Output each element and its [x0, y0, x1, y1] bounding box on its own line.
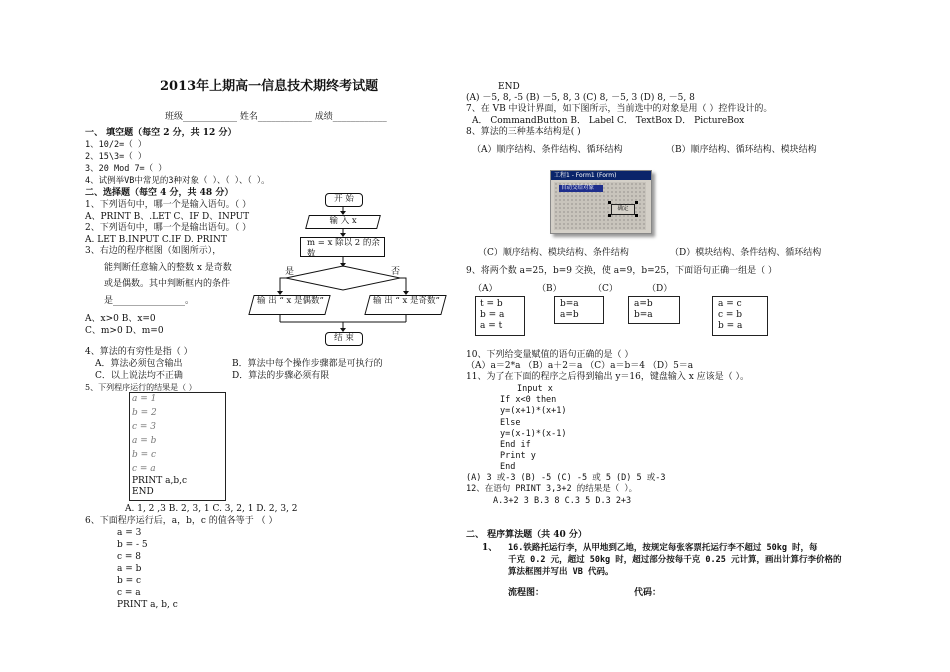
q6-code-line: b = - 5 — [117, 540, 148, 550]
choice-q4-option-a: A．算法必须包含输出 — [95, 359, 183, 369]
q9-label-d: （D） — [647, 284, 673, 294]
q6-code-line: PRINT a, b, c — [117, 600, 178, 610]
page-title: 2013年上期高一信息技术期终考试题 — [160, 79, 379, 94]
flowchart-output-even-label: 输 出 “ x 是偶数” — [257, 296, 324, 306]
flowchart-diagram — [250, 190, 450, 350]
choice-q8-option-d: （D）模块结构、条件结构、循环结构 — [670, 248, 822, 258]
student-info-line: 班级____________ 姓名____________ 成绩____________ — [165, 112, 387, 122]
choice-q11-options: (A) 3 或-3 (B) -5 (C) -5 或 5 (D) 5 或-3 — [466, 473, 666, 483]
q6-code-line: c = 8 — [117, 552, 142, 562]
q6-code-line: a = b — [117, 564, 142, 574]
q11-code-line: Input x — [517, 384, 553, 394]
choice-q7-options: A． CommandButton B． Label C． TextBox D． PictureBox — [472, 116, 745, 126]
q6-code-end: END — [498, 82, 520, 92]
choice-q8-option-c: （C）顺序结构、模块结构、条件结构 — [478, 248, 629, 258]
q6-code-line: b = c — [117, 576, 142, 586]
q9-label-b: （B） — [537, 284, 562, 294]
flowchart-start: 开 始 — [325, 193, 363, 207]
flowchart-end: 结 束 — [325, 332, 363, 346]
section-2-heading: 二、选择题（每空 4 分，共 48 分） — [85, 188, 234, 198]
vb-form-screenshot — [550, 170, 652, 234]
choice-q11: 11、为了在下面的程序之后得到输出 y＝16，键盘输入 x 应该是（ ）。 — [466, 372, 750, 382]
q9-c-line: a=b — [634, 299, 653, 309]
choice-q6-options: (A) －5, 8, -5 (B) －5, 8, 3 (C) 8, －5, 3 (D) 8, －5, 8 — [466, 93, 695, 103]
q11-code-line: End — [500, 462, 516, 472]
section-3-q1-number: 1、 — [482, 543, 498, 553]
q9-b-line: a=b — [560, 310, 579, 320]
selection-handle — [608, 214, 611, 217]
flowchart-input — [305, 215, 381, 229]
selection-handle — [635, 201, 638, 204]
fill-q3: 3、20 Mod 7=（ ） — [85, 164, 167, 174]
q5-code-end: END — [132, 487, 154, 497]
choice-q8: 8、算法的三种基本结构是( ) — [466, 127, 581, 137]
choice-q4-option-d: D．算法的步骤必须有限 — [232, 371, 330, 381]
q5-code-line: c = 3 — [132, 422, 157, 432]
choice-q8-option-a: （A）顺序结构、条件结构、循环结构 — [472, 145, 623, 155]
q11-code-line: End if — [500, 440, 531, 450]
q9-label-c: （C） — [593, 284, 618, 294]
choice-q2-options: A. LET B.INPUT C.IF D. PRINT — [85, 235, 227, 245]
choice-q3-options-cd: C、m>0 D、m=0 — [85, 326, 164, 336]
section-3-heading: 二、 程序算法题（共 40 分） — [466, 530, 587, 540]
selection-handle — [635, 214, 638, 217]
choice-q4-option-c: C．以上说法均不正确 — [95, 371, 183, 381]
q9-c-line: b=a — [634, 310, 653, 320]
q5-code-line: a = 1 — [132, 394, 157, 404]
choice-q4-option-b: B．算法中每个操作步骤都是可执行的 — [232, 359, 383, 369]
q9-d-line: a = c — [718, 299, 742, 309]
choice-q3-line1: 能判断任意输入的整数 x 是奇数 — [104, 263, 232, 273]
choice-q12: 12、在语句 PRINT 3,3+2 的结果是（ ）。 — [466, 484, 638, 494]
section-3-q1-line2: 千克 0.2 元，超过 50kg 时，超过部分按每千克 0.25 元计算，画出计算行李价格的 — [508, 555, 842, 565]
choice-q3-line3: 是________________。 — [104, 296, 195, 306]
choice-q10-options: （A）a＝2*a （B）a＋2＝a （C）a＝b＝4 （D）5＝a — [466, 361, 694, 371]
choice-q7: 7、在 VB 中设计界面，如下图所示，当前选中的对象是用（ ）控件设计的。 — [466, 104, 773, 114]
vb-selected-button: 确定 — [611, 204, 635, 215]
choice-q3-options-ab: A、x>0 B、x=0 — [85, 314, 156, 324]
q9-b-line: b=a — [560, 299, 579, 309]
flowchart-process: m = x 除以 2 的余数 — [300, 237, 385, 257]
q5-code-print: PRINT a,b,c — [132, 476, 188, 486]
vb-label-control: 自动交给对象 — [559, 185, 603, 192]
flowchart-yes-label: 是 — [285, 267, 295, 277]
q11-code-line: y=(x-1)*(x-1) — [500, 429, 567, 439]
q9-d-line: c = b — [718, 310, 743, 320]
choice-q6: 6、下面程序运行后，a，b，c 的值各等于 （ ） — [85, 516, 278, 526]
q11-code-line: Else — [500, 418, 521, 428]
flowchart-output-even — [248, 295, 330, 315]
choice-q10: 10、下列给变量赋值的语句正确的是（ ） — [466, 350, 634, 360]
section-3-q1-line1: 16.铁路托运行李，从甲地到乙地，按规定每张客票托运行李不超过 50kg 时，每 — [508, 543, 818, 553]
choice-q5-options: A. 1, 2 ,3 B. 2, 3, 1 C. 3, 2, 1 D. 2, 3, 2 — [125, 504, 298, 514]
q6-code-line: c = a — [117, 588, 141, 598]
section-3-flowchart-label: 流程图： — [508, 588, 545, 598]
q5-code-line: b = 2 — [132, 408, 157, 418]
flowchart-output-odd — [364, 295, 446, 315]
q9-a-line: t = b — [480, 299, 503, 309]
choice-q9: 9、将两个数 a=25，b=9 交换，使 a=9，b=25，下面语句正确一组是（ ） — [466, 266, 777, 276]
section-3-q1-line3: 算法框图并写出 VB 代码。 — [508, 567, 614, 577]
section-1-heading: 一、 填空题（每空 2 分，共 12 分） — [85, 128, 237, 138]
q9-d-line: b = a — [718, 321, 743, 331]
flowchart-no-label: 否 — [391, 267, 401, 277]
vb-window-title: 工程1 - Form1 (Form) — [551, 171, 651, 180]
q11-code-line: y=(x+1)*(x+1) — [500, 406, 567, 416]
q5-code-line: a = b — [132, 436, 157, 446]
q5-code-line: b = c — [132, 450, 157, 460]
q9-label-a: （A） — [473, 284, 498, 294]
flowchart-output-odd-label: 输 出 “ x 是奇数” — [373, 296, 440, 306]
choice-q8-option-b: （B）顺序结构、循环结构、模块结构 — [666, 145, 817, 155]
q5-code-line: c = a — [132, 464, 156, 474]
fill-q4: 4、试例举VB中常见的3种对象（ ）、（ ）、（ ）。 — [85, 176, 270, 186]
q11-code-line: Print y — [500, 451, 536, 461]
fill-q1: 1、10/2=（ ） — [85, 140, 147, 150]
choice-q3-line2: 或是偶数。其中判断框内的条件 — [104, 279, 231, 289]
choice-q1: 1、下列语句中，哪一个是输入语句。（ ） — [85, 200, 252, 210]
flowchart-input-label: 输 入 x — [329, 216, 357, 226]
choice-q12-options: A.3+2 3 B.3 8 C.3 5 D.3 2+3 — [493, 496, 632, 506]
fill-q2: 2、15\3=（ ） — [85, 152, 147, 162]
selection-handle — [608, 201, 611, 204]
choice-q1-options: A、PRINT B、.LET C、IF D、INPUT — [85, 212, 250, 222]
q11-code-line: If x<0 then — [500, 395, 557, 405]
q9-a-line: a = t — [480, 321, 503, 331]
q6-code-line: a = 3 — [117, 528, 142, 538]
choice-q2: 2、下列语句中，哪一个是输出语句。（ ） — [85, 223, 252, 233]
section-3-code-label: 代码： — [634, 588, 662, 598]
choice-q5: 5、下列程序运行的结果是（ ） — [85, 383, 197, 392]
choice-q4: 4、算法的有穷性是指（ ） — [85, 347, 193, 357]
q9-a-line: b = a — [480, 310, 505, 320]
choice-q3: 3、右边的程序框图（如图所示）， — [85, 246, 222, 256]
